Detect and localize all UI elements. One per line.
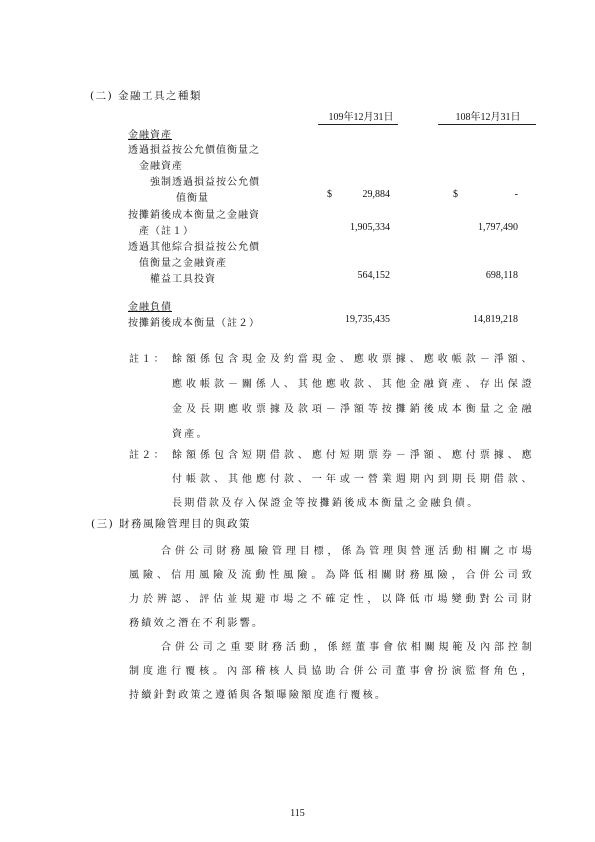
note1-line: 資產。: [172, 429, 209, 440]
financial-liabilities-heading: 金融負債: [128, 302, 172, 313]
note2-line: 長期借款及存入保證金等按攤銷後成本衡量之金融負債。: [172, 498, 480, 509]
note2-line: 餘額係包含短期借款、應付短期票券－淨額、應付票據、應: [172, 450, 534, 461]
value-amortized-cost-liabilities-2019: 14,819,218: [473, 314, 518, 325]
column-header-underline-2019: [438, 124, 536, 125]
row-label-mandatory-fvtpl: 強制透過損益按公允價: [150, 177, 260, 188]
paragraph-line: 持續針對政策之遵循與各類曝險額度進行覆核。: [129, 690, 388, 701]
value-mandatory-fvtpl-2019: -: [514, 189, 518, 200]
paragraph-line: 力於辨認、評估並規避市場之不確定性，以降低市場變動對公司財: [129, 594, 534, 605]
note1-line: 餘額係包含現金及約當現金、應收票據、應收帳款－淨額、: [172, 354, 534, 365]
section-title-instrument-types: (二) 金融工具之種類: [90, 90, 203, 102]
column-header-underline-2020: [318, 124, 398, 125]
paragraph-line: 制度進行覆核。內部稽核人員協助合併公司董事會扮演監督角色，: [129, 666, 534, 677]
note1-label: 註１：: [129, 354, 166, 365]
value-amortized-cost-assets-2020: 1,905,334: [350, 222, 390, 233]
paragraph-line: 合併公司之重要財務活動，係經董事會依相關規範及內部控制: [161, 642, 534, 653]
currency-symbol-2019: $: [453, 189, 458, 200]
value-equity-investments-2019: 698,118: [485, 270, 518, 281]
value-mandatory-fvtpl-2020: 29,884: [362, 189, 390, 200]
page-number: 115: [290, 808, 305, 819]
row-label-fvoci-cont: 值衡量之金融資產: [139, 258, 227, 269]
paragraph-line: 務績效之潛在不利影響。: [129, 618, 265, 629]
value-amortized-cost-liabilities-2020: 19,735,435: [345, 314, 390, 325]
paragraph-line: 風險、信用風險及流動性風險。為降低相關財務風險，合併公司致: [129, 570, 534, 581]
column-header-2020: 109年12月31日: [328, 112, 394, 123]
note2-label: 註２：: [129, 450, 166, 461]
row-label-fvtpl: 透過損益按公允價值衡量之: [128, 145, 260, 156]
row-label-amortized-cost-assets: 按攤銷後成本衡量之金融資: [128, 210, 260, 221]
value-equity-investments-2020: 564,152: [357, 270, 390, 281]
row-label-fvoci: 透過其他綜合損益按公允價: [128, 242, 260, 253]
column-header-2019: 108年12月31日: [455, 112, 521, 123]
row-label-amortized-cost-liabilities: 按攤銷後成本衡量（註２）: [128, 318, 260, 329]
note1-line: 應收帳款－關係人、其他應收款、其他金融資產、存出保證: [172, 379, 534, 390]
financial-assets-heading: 金融資產: [128, 130, 172, 141]
value-amortized-cost-assets-2019: 1,797,490: [478, 222, 518, 233]
paragraph-line: 合併公司財務風險管理目標，係為管理與營運活動相關之市場: [161, 546, 534, 557]
section-title-risk-management: (三) 財務風險管理目的與政策: [91, 518, 252, 530]
currency-symbol-2020: $: [327, 189, 332, 200]
note2-line: 付帳款、其他應付款、一年或一營業週期內到期長期借款、: [172, 474, 534, 485]
row-label-amortized-cost-assets-cont: 產（註１）: [139, 226, 194, 237]
row-label-mandatory-fvtpl-cont: 值衡量: [176, 193, 209, 204]
note1-line: 金及長期應收票據及款項－淨額等按攤銷後成本衡量之金融: [172, 404, 534, 415]
row-label-fvtpl-cont: 金融資產: [139, 161, 183, 172]
row-label-equity-investments: 權益工具投資: [150, 274, 216, 285]
